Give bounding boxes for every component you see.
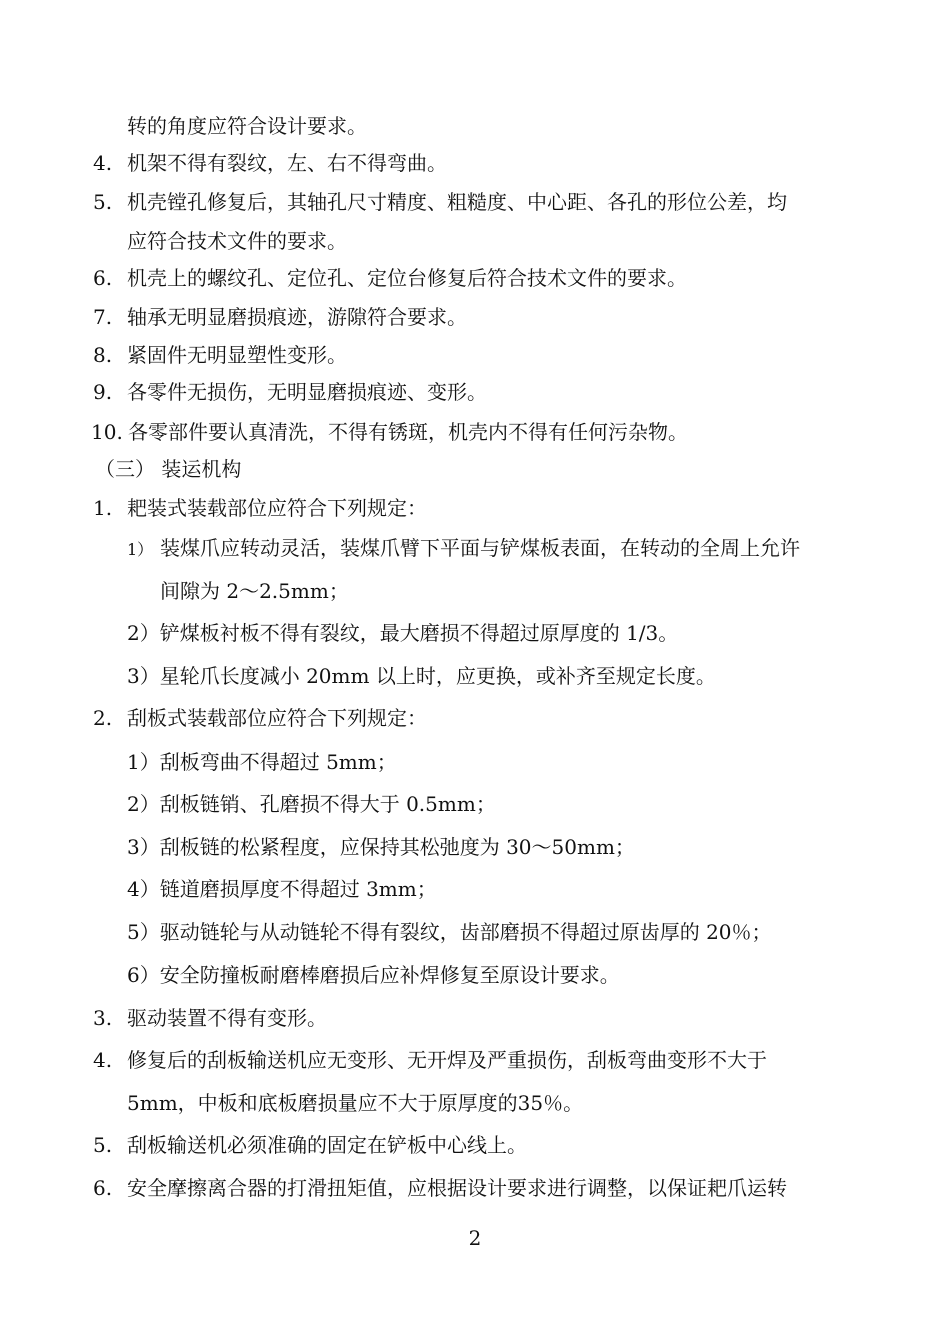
item-number: 6. <box>93 1176 113 1200</box>
text-line: 5mm，中板和底板磨损量应不大于原厚度的35％。 <box>127 1091 584 1115</box>
item-number: 3. <box>93 1006 113 1030</box>
text-line: 3）刮板链的松紧程度，应保持其松弛度为 30～50mm； <box>127 835 635 859</box>
text-line: 2）铲煤板衬板不得有裂纹，最大磨损不得超过原厚度的 1/3。 <box>127 621 679 645</box>
text-line: 2）刮板链销、孔磨损不得大于 0.5mm； <box>127 792 496 816</box>
item-number: 7. <box>93 305 113 329</box>
text-line: 机壳镗孔修复后，其轴孔尺寸精度、粗糙度、中心距、各孔的形位公差，均 <box>127 190 787 214</box>
item-number: 8. <box>93 343 113 367</box>
text-line: 安全摩擦离合器的打滑扭矩值，应根据设计要求进行调整，以保证耙爪运转 <box>127 1176 787 1200</box>
text-line: 5）驱动链轮与从动链轮不得有裂纹，齿部磨损不得超过原齿厚的 20％； <box>127 920 772 944</box>
text-line: 刮板式装载部位应符合下列规定： <box>127 706 427 730</box>
text-line: 1）刮板弯曲不得超过 5mm； <box>127 750 397 774</box>
item-number: 5. <box>93 1133 113 1157</box>
item-number: 2. <box>93 706 113 730</box>
text-line: 间隙为 2～2.5mm； <box>160 579 349 603</box>
text-line: 轴承无明显磨损痕迹，游隙符合要求。 <box>127 305 467 329</box>
text-line: 耙装式装载部位应符合下列规定： <box>127 496 427 520</box>
text-line: 装煤爪应转动灵活，装煤爪臂下平面与铲煤板表面，在转动的全周上允许 <box>160 536 800 560</box>
text-line: 各零部件要认真清洗，不得有锈斑，机壳内不得有任何污杂物。 <box>128 420 688 444</box>
text-line: 各零件无损伤，无明显磨损痕迹、变形。 <box>127 380 487 404</box>
text-line: 6）安全防撞板耐磨棒磨损后应补焊修复至原设计要求。 <box>127 963 620 987</box>
text-line: 4）链道磨损厚度不得超过 3mm； <box>127 877 437 901</box>
sub-item-number: 1） <box>127 540 154 559</box>
text-line: 3）星轮爪长度减小 20mm 以上时，应更换，或补齐至规定长度。 <box>127 664 716 688</box>
item-number: 10. <box>91 420 123 444</box>
item-number: 1. <box>93 496 113 520</box>
item-number: 6. <box>93 266 113 290</box>
page-number: 2 <box>468 1226 482 1250</box>
text-line: 刮板输送机必须准确的固定在铲板中心线上。 <box>127 1133 527 1157</box>
text-line: 修复后的刮板输送机应无变形、无开焊及严重损伤，刮板弯曲变形不大于 <box>127 1048 767 1072</box>
item-number: 5. <box>93 190 113 214</box>
item-number: 4. <box>93 151 113 175</box>
section-heading: （三） 装运机构 <box>95 457 242 481</box>
item-number: 9. <box>93 380 113 404</box>
text-line: 驱动装置不得有变形。 <box>127 1006 327 1030</box>
item-number: 4. <box>93 1048 113 1072</box>
text-line: 机壳上的螺纹孔、定位孔、定位台修复后符合技术文件的要求。 <box>127 266 687 290</box>
text-line: 转的角度应符合设计要求。 <box>127 114 367 138</box>
text-line: 应符合技术文件的要求。 <box>127 229 347 253</box>
text-line: 紧固件无明显塑性变形。 <box>127 343 347 367</box>
text-line: 机架不得有裂纹，左、右不得弯曲。 <box>127 151 447 175</box>
